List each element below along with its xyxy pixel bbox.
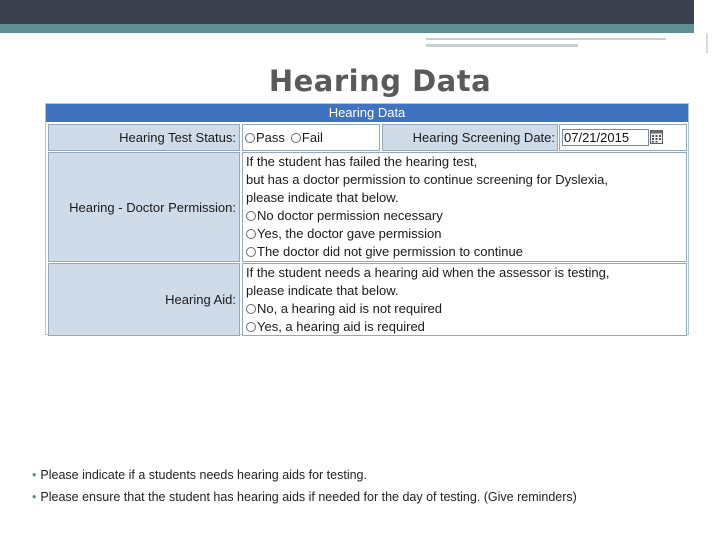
hearing-test-status-label: Hearing Test Status: [48, 124, 240, 151]
pass-option[interactable] [245, 130, 285, 145]
doctor-denied-permission-option[interactable] [246, 243, 523, 261]
instruction-text: please indicate that below. [246, 190, 399, 205]
aid-required-radio[interactable] [246, 322, 256, 332]
hearing-test-status-options [242, 124, 380, 151]
doctor-permission-options [242, 152, 687, 262]
instruction-text: please indicate that below. [246, 283, 399, 298]
doctor-gave-permission-label: Yes, the doctor gave permission [257, 226, 442, 241]
bullet-icon: • [32, 490, 37, 504]
slide-top-bar-cap [694, 0, 720, 33]
hearing-aid-row [48, 263, 687, 336]
doctor-gave-permission-radio[interactable] [246, 229, 256, 239]
aid-not-required-radio[interactable] [246, 304, 256, 314]
fail-radio[interactable] [291, 133, 301, 143]
doctor-denied-permission-label: The doctor did not give permission to continue [257, 244, 523, 259]
screening-date-label: Hearing Screening Date: [382, 124, 558, 151]
doctor-gave-permission-option[interactable] [246, 225, 442, 243]
doctor-denied-permission-radio[interactable] [246, 247, 256, 257]
slide-title: Hearing Data [268, 64, 492, 98]
pass-option-label: Pass [256, 130, 285, 145]
no-permission-needed-option[interactable] [246, 207, 443, 225]
calendar-icon[interactable] [650, 129, 663, 144]
bullet-item: • Please ensure that the student has hearing aids if needed for the day of testing. (Give reminders) [32, 490, 577, 504]
doctor-permission-label: Hearing - Doctor Permission: [48, 152, 240, 262]
aid-not-required-label: No, a hearing aid is not required [257, 301, 443, 316]
bullet-list [32, 464, 577, 508]
hearing-data-form [45, 103, 689, 335]
aid-required-option[interactable] [246, 318, 425, 336]
hearing-test-status-row [48, 124, 687, 151]
instruction-text: If the student has failed the hearing test, [246, 154, 478, 169]
slide-top-bar [0, 0, 720, 24]
no-permission-needed-radio[interactable] [246, 211, 256, 221]
hearing-aid-label: Hearing Aid: [48, 263, 240, 336]
decorative-line [426, 38, 666, 40]
doctor-permission-row [48, 152, 687, 262]
pass-radio[interactable] [245, 133, 255, 143]
no-permission-needed-label: No doctor permission necessary [257, 208, 443, 223]
bullet-icon: • [32, 468, 37, 482]
aid-not-required-option[interactable] [246, 300, 442, 318]
bullet-item: • Please indicate if a students needs hearing aids for testing. [32, 468, 367, 482]
decorative-line [706, 33, 708, 53]
decorative-line [426, 44, 578, 47]
fail-option-label: Fail [301, 130, 323, 145]
screening-date-input[interactable]: 07/21/2015 [562, 129, 649, 146]
aid-required-label: Yes, a hearing aid is required [257, 319, 425, 334]
instruction-text: but has a doctor permission to continue screening for Dyslexia, [246, 172, 609, 187]
screening-date-cell [559, 124, 687, 151]
fail-option[interactable] [291, 130, 323, 145]
hearing-aid-options [242, 263, 687, 336]
instruction-text: If the student needs a hearing aid when the assessor is testing, [246, 265, 610, 280]
slide-accent-bar [0, 24, 720, 33]
form-header: Hearing Data [46, 104, 688, 122]
